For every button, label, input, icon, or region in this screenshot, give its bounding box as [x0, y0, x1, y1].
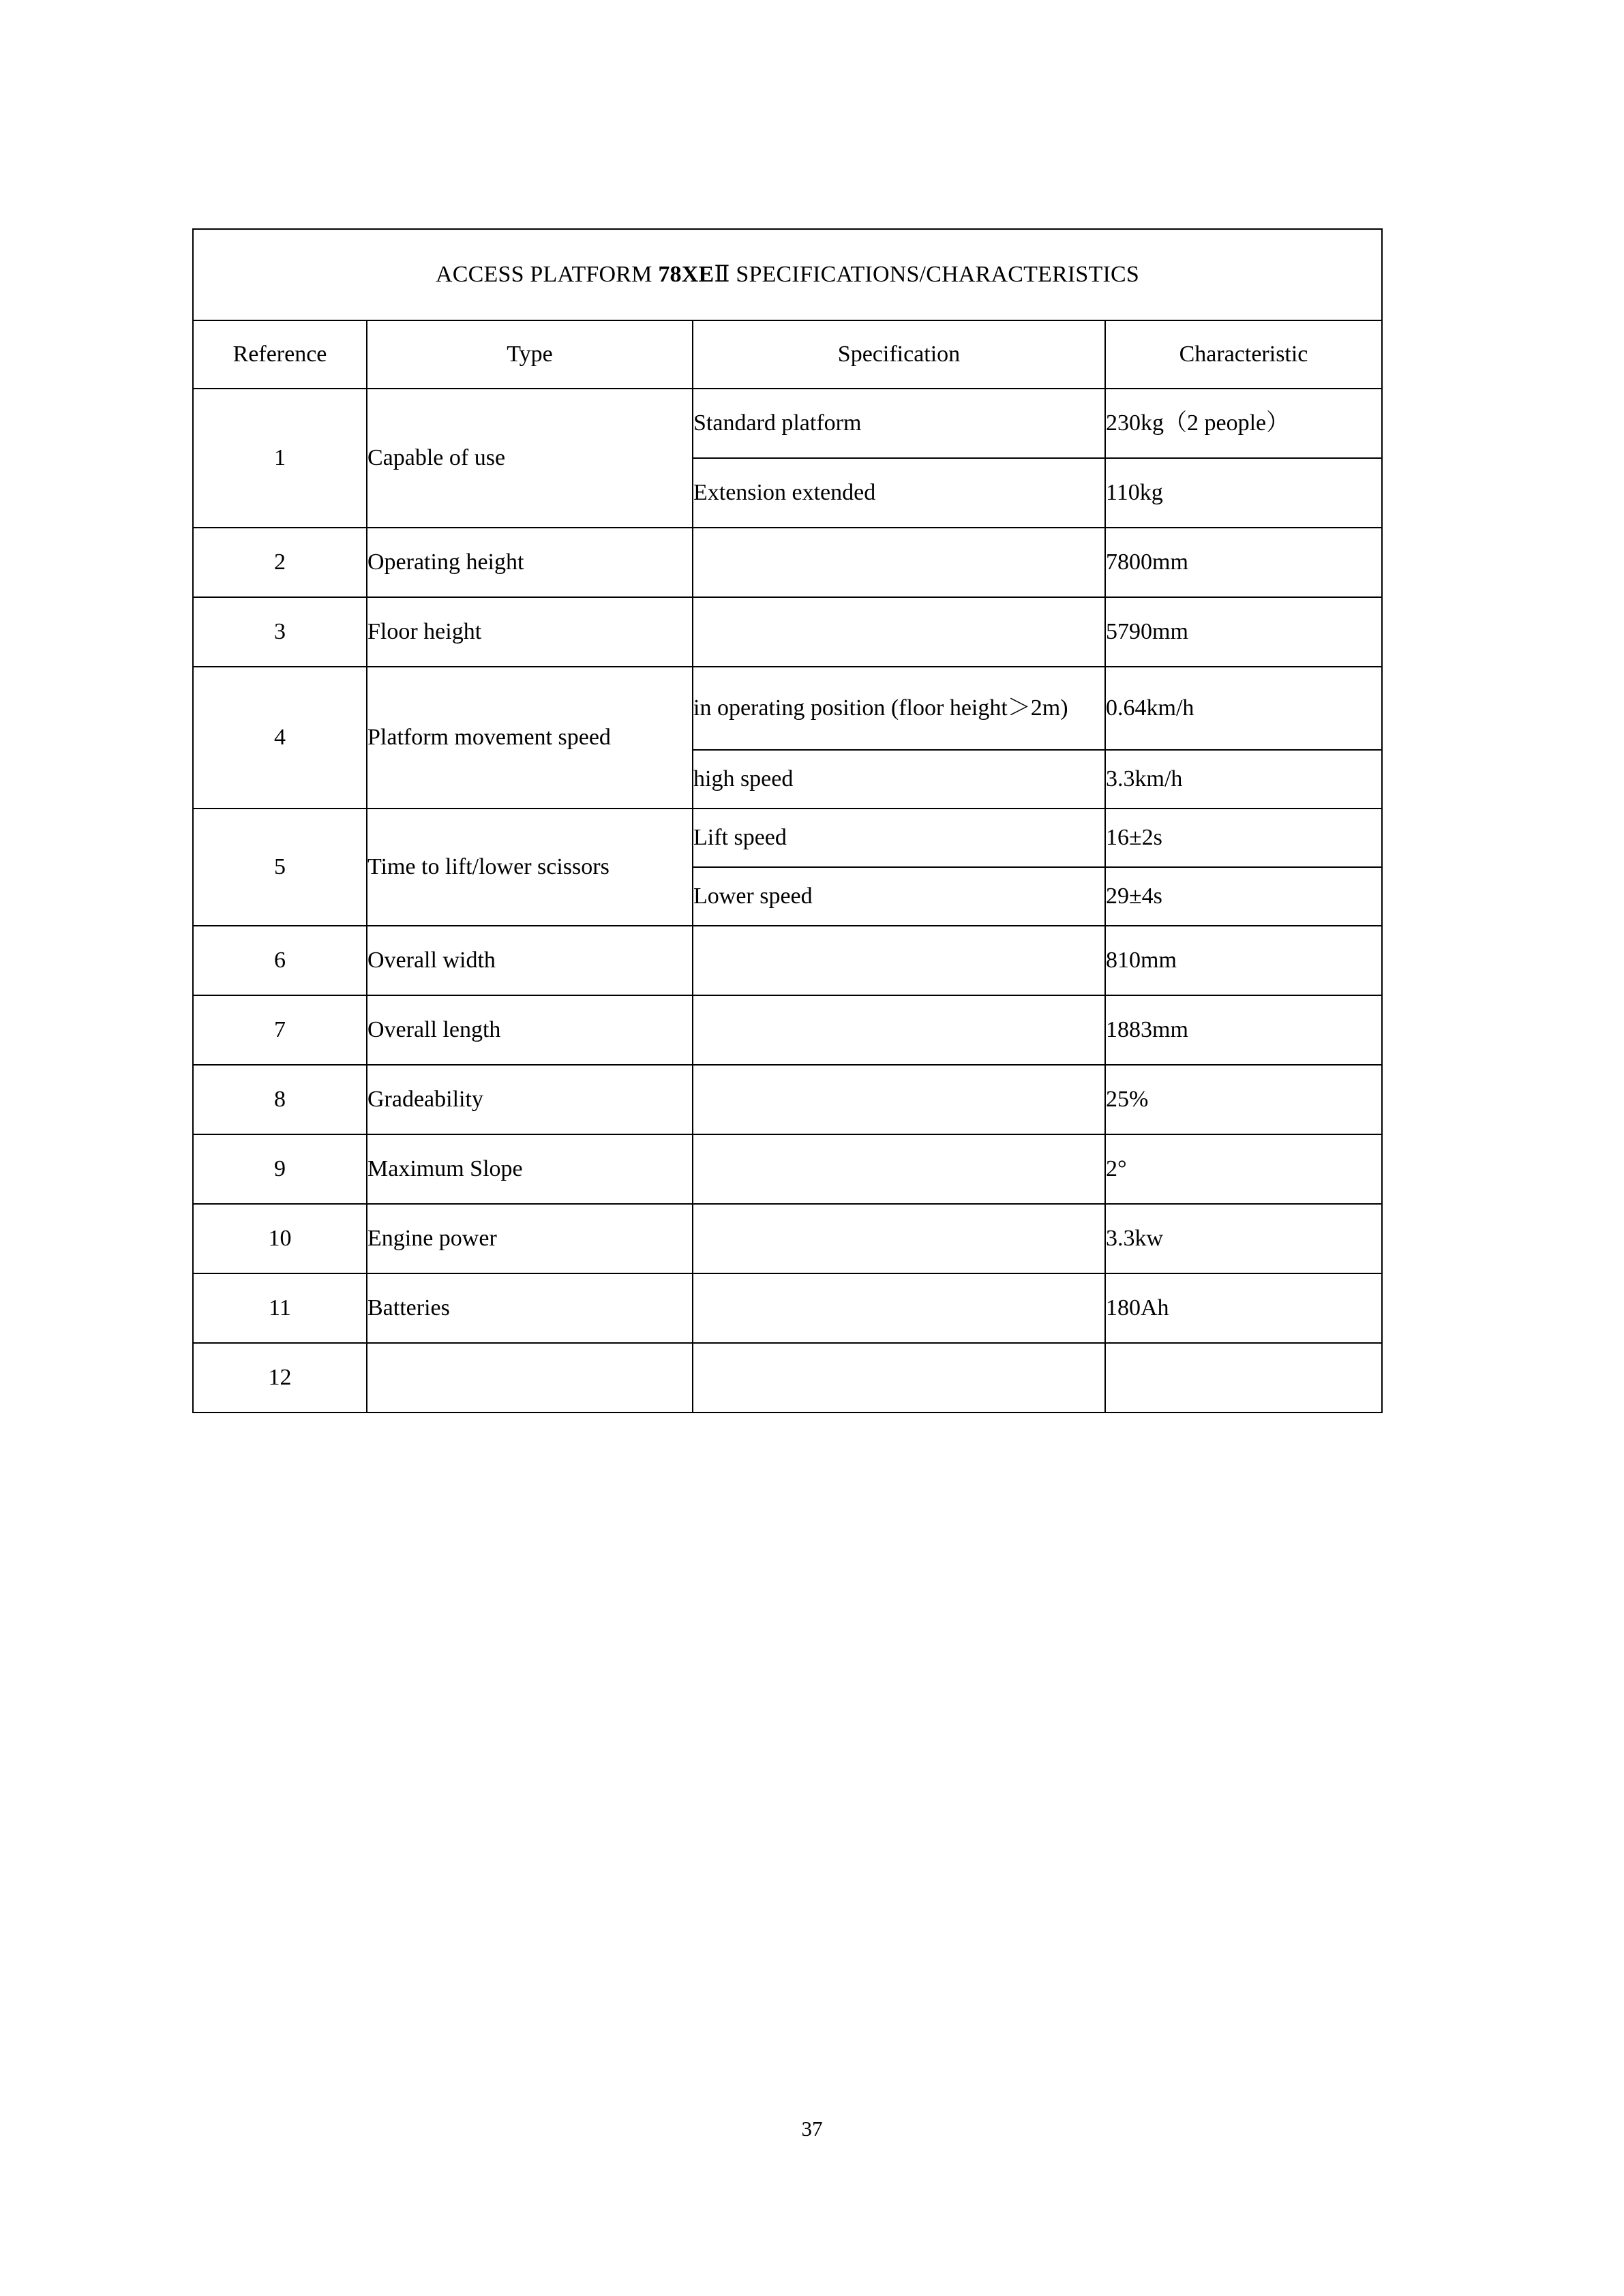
- cell-reference: 4: [193, 667, 367, 809]
- cell-type: Overall width: [367, 926, 693, 995]
- table-row: [193, 1065, 1382, 1134]
- cell-characteristic: 29±4s: [1105, 867, 1382, 926]
- cell-reference: 2: [193, 528, 367, 597]
- cell-type: Floor height: [367, 597, 693, 667]
- cell-characteristic: 0.64km/h: [1105, 667, 1382, 750]
- cell-type: Gradeability: [367, 1065, 693, 1134]
- column-header-reference: Reference: [193, 320, 367, 389]
- cell-reference: 10: [193, 1204, 367, 1273]
- table-title-cell: [193, 229, 1382, 320]
- cell-characteristic: 2°: [1105, 1134, 1382, 1204]
- table-title-suffix: Ⅱ SPECIFICATIONS/CHARACTERISTICS: [714, 262, 1140, 288]
- cell-reference: 5: [193, 809, 367, 926]
- specifications-table-container: [192, 228, 1381, 1413]
- cell-characteristic: 7800mm: [1105, 528, 1382, 597]
- cell-characteristic: 230kg（2 people）: [1105, 389, 1382, 458]
- cell-specification: [693, 995, 1105, 1065]
- table-row: [193, 995, 1382, 1065]
- cell-specification: [693, 528, 1105, 597]
- cell-reference: 1: [193, 389, 367, 528]
- cell-type: Batteries: [367, 1273, 693, 1343]
- table-row: [193, 389, 1382, 458]
- cell-reference: 7: [193, 995, 367, 1065]
- cell-characteristic: 1883mm: [1105, 995, 1382, 1065]
- cell-type: Operating height: [367, 528, 693, 597]
- cell-characteristic: 3.3km/h: [1105, 750, 1382, 809]
- cell-type: Time to lift/lower scissors: [367, 809, 693, 926]
- cell-specification: [693, 597, 1105, 667]
- cell-characteristic: 25%: [1105, 1065, 1382, 1134]
- column-header-characteristic: Characteristic: [1105, 320, 1382, 389]
- cell-specification: [693, 1065, 1105, 1134]
- table-row: [193, 528, 1382, 597]
- table-title-row: [193, 229, 1382, 320]
- table-row: [193, 1204, 1382, 1273]
- cell-reference: 9: [193, 1134, 367, 1204]
- cell-specification: [693, 926, 1105, 995]
- table-row: [193, 597, 1382, 667]
- table-title-prefix: ACCESS PLATFORM: [436, 262, 659, 288]
- cell-specification: Standard platform: [693, 389, 1105, 458]
- cell-specification: [693, 1134, 1105, 1204]
- cell-reference: 12: [193, 1343, 367, 1413]
- table-row: [193, 667, 1382, 750]
- cell-specification: high speed: [693, 750, 1105, 809]
- cell-characteristic: 5790mm: [1105, 597, 1382, 667]
- page-number: 37: [801, 2117, 823, 2141]
- cell-reference: 6: [193, 926, 367, 995]
- cell-characteristic: 110kg: [1105, 458, 1382, 528]
- table-row: [193, 809, 1382, 867]
- column-header-type: Type: [367, 320, 693, 389]
- cell-characteristic: 16±2s: [1105, 809, 1382, 867]
- cell-specification: Extension extended: [693, 458, 1105, 528]
- table-row: [193, 1134, 1382, 1204]
- cell-specification: [693, 1343, 1105, 1413]
- cell-type: Maximum Slope: [367, 1134, 693, 1204]
- column-header-specification: Specification: [693, 320, 1105, 389]
- cell-reference: 8: [193, 1065, 367, 1134]
- cell-specification: Lower speed: [693, 867, 1105, 926]
- cell-specification: [693, 1204, 1105, 1273]
- cell-type: [367, 1343, 693, 1413]
- cell-specification: [693, 1273, 1105, 1343]
- cell-reference: 3: [193, 597, 367, 667]
- cell-characteristic: 3.3kw: [1105, 1204, 1382, 1273]
- table-row: [193, 926, 1382, 995]
- cell-characteristic: [1105, 1343, 1382, 1413]
- cell-type: Overall length: [367, 995, 693, 1065]
- table-title-model: 78XE: [658, 262, 715, 288]
- cell-type: Platform movement speed: [367, 667, 693, 809]
- cell-type: Capable of use: [367, 389, 693, 528]
- table-row: [193, 1343, 1382, 1413]
- specifications-table: [192, 228, 1383, 1413]
- cell-type: Engine power: [367, 1204, 693, 1273]
- cell-characteristic: 180Ah: [1105, 1273, 1382, 1343]
- cell-reference: 11: [193, 1273, 367, 1343]
- table-header-row: [193, 320, 1382, 389]
- cell-specification: Lift speed: [693, 809, 1105, 867]
- cell-specification: in operating position (floor height＞2m): [693, 667, 1105, 750]
- cell-characteristic: 810mm: [1105, 926, 1382, 995]
- table-row: [193, 1273, 1382, 1343]
